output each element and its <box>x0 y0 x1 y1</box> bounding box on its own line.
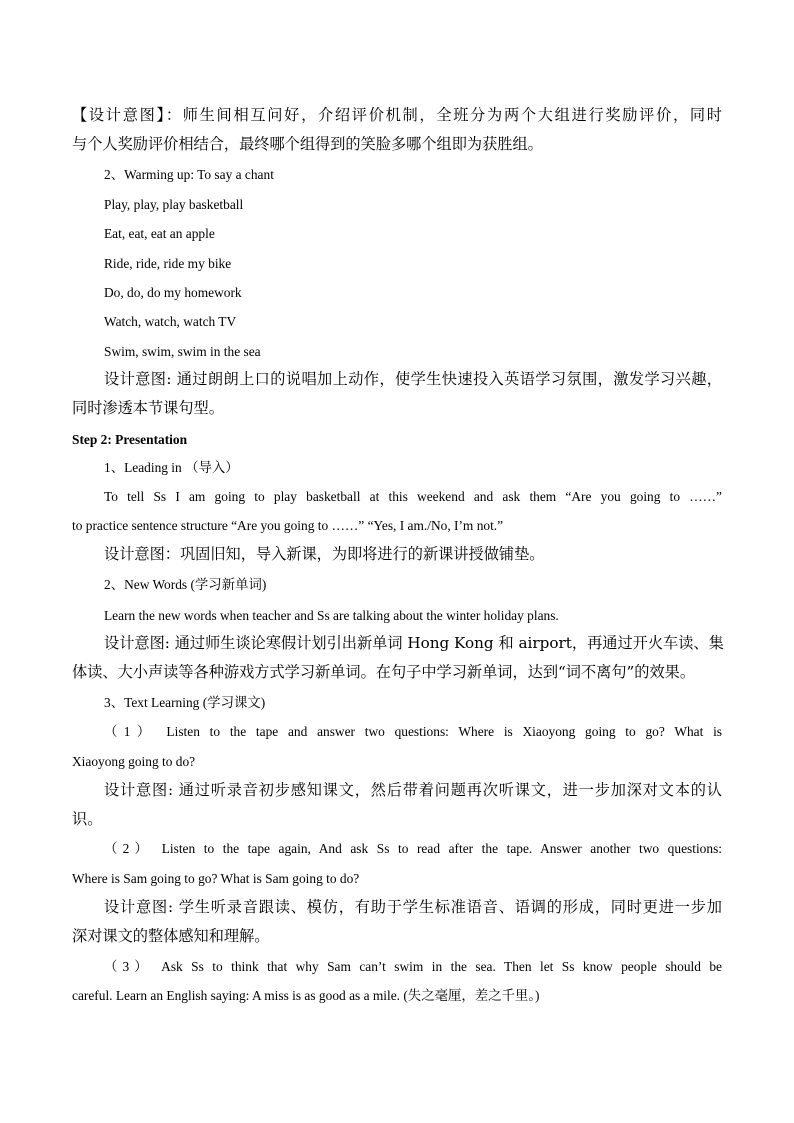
warming-intent-line-1: 设计意图: 通过朗朗上口的说唱加上动作，使学生快速投入英语学习氛围，激发学习兴趣， <box>104 370 722 388</box>
leading-in-heading: 1、Leading in （导入） <box>104 460 239 475</box>
chant-line: Swim, swim, swim in the sea <box>104 344 261 359</box>
text-learning-item2-line-2: Where is Sam going to go? What is Sam going to do? <box>72 871 360 886</box>
text-learning-item1-line-2: Xiaoyong going to do? <box>72 754 196 769</box>
text-learning-item3-line-1: （3） Ask Ss to think that why Sam can’t swim in the sea. Then let Ss know people should be <box>104 959 722 974</box>
text-learning-intent2-line-2: 深对课文的整体感知和理解。 <box>72 927 270 945</box>
warming-intent-line-2: 同时渗透本节课句型。 <box>72 399 224 417</box>
new-words-intent-line-1: 设计意图: 通过师生谈论寒假计划引出新单词 Hong Kong 和 airport，再通过开火车读、集 <box>104 634 724 652</box>
intro-line-2: 与个人奖励评价相结合，最终哪个组得到的笑脸多哪个组即为获胜组。 <box>72 135 543 153</box>
chant-line: Play, play, play basketball <box>104 197 244 212</box>
text-learning-intent1-line-2: 识。 <box>72 810 103 828</box>
leading-in-line-1: To tell Ss I am going to play basketball at this weekend and ask them “Are you going to ……” <box>104 489 722 504</box>
text-learning-intent1-line-1: 设计意图: 通过听录音初步感知课文，然后带着问题再次听课文，进一步加深对文本的认 <box>104 781 722 799</box>
new-words-line-1: Learn the new words when teacher and Ss are talking about the winter holiday plans. <box>104 608 559 623</box>
chant-line: Eat, eat, eat an apple <box>104 226 215 241</box>
text-learning-item1-line-1: （1） Listen to the tape and answer two questions: Where is Xiaoyong going to go? What is <box>104 724 722 739</box>
new-words-heading: 2、New Words (学习新单词) <box>104 577 267 592</box>
text-learning-heading: 3、Text Learning (学习课文) <box>104 695 266 710</box>
chant-line: Watch, watch, watch TV <box>104 314 237 329</box>
leading-in-intent: 设计意图：巩固旧知，导入新课，为即将进行的新课讲授做铺垫。 <box>104 545 545 563</box>
text-learning-item3-line-2: careful. Learn an English saying: A miss is as good as a mile. (失之毫厘，差之千里。) <box>72 988 540 1003</box>
leading-in-line-2: to practice sentence structure “Are you going to ……” “Yes, I am./No, I’m not.” <box>72 518 504 533</box>
step2-heading: Step 2: Presentation <box>72 432 188 447</box>
chant-line: Do, do, do my homework <box>104 285 242 300</box>
text-learning-item2-line-1: （2） Listen to the tape again, And ask Ss to read after the tape. Answer another two questions: <box>104 841 722 856</box>
intro-line-1: 【设计意图】：师生间相互问好，介绍评价机制，全班分为两个大组进行奖励评价，同时 <box>72 106 722 124</box>
new-words-intent-line-2: 体读、大小声读等各种游戏方式学习新单词。在句子中学习新单词，达到“词不离句”的效果。 <box>72 663 696 681</box>
chant-line: Ride, ride, ride my bike <box>104 256 232 271</box>
text-learning-intent2-line-1: 设计意图: 学生听录音跟读、模仿，有助于学生标准语音、语调的形成，同时更进一步加 <box>104 898 722 916</box>
warming-up-heading: 2、Warming up: To say a chant <box>104 167 274 182</box>
